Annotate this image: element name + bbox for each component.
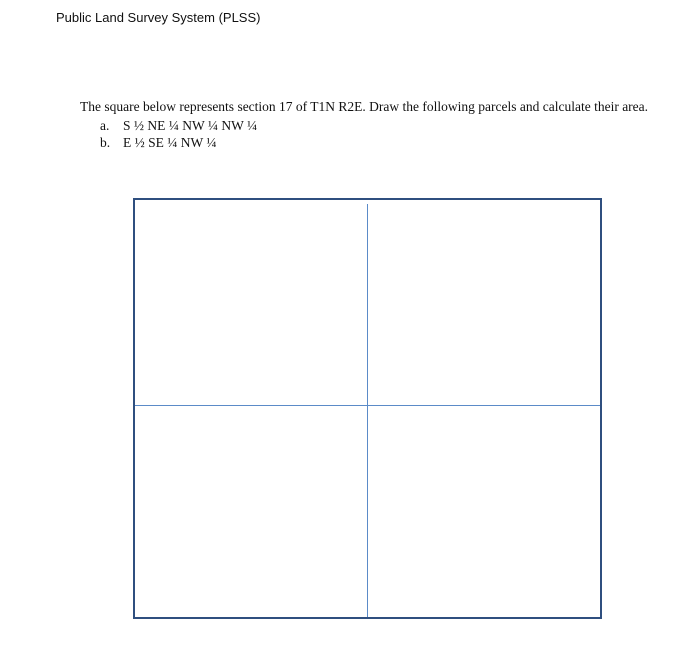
list-item [100,134,670,151]
quarter-nw [135,200,367,405]
horizontal-quarter-line [135,405,600,406]
quarter-sw [135,406,367,617]
quarter-ne [368,200,600,405]
parcel-description: S ½ NE ¼ NW ¼ NW ¼ [123,118,258,133]
question-prompt: The square below represents section 17 of T1N R2E. Draw the following parcels and calculate their area. [80,99,649,114]
page-title: Public Land Survey System (PLSS) [56,10,261,25]
quarter-se [368,406,600,617]
parcel-list [80,117,670,151]
list-marker: b. [100,135,111,150]
vertical-quarter-line [367,204,368,617]
question-block [80,98,670,151]
list-item [100,117,670,134]
section-square [133,198,602,619]
list-marker: a. [100,118,110,133]
parcel-description: E ½ SE ¼ NW ¼ [123,135,217,150]
